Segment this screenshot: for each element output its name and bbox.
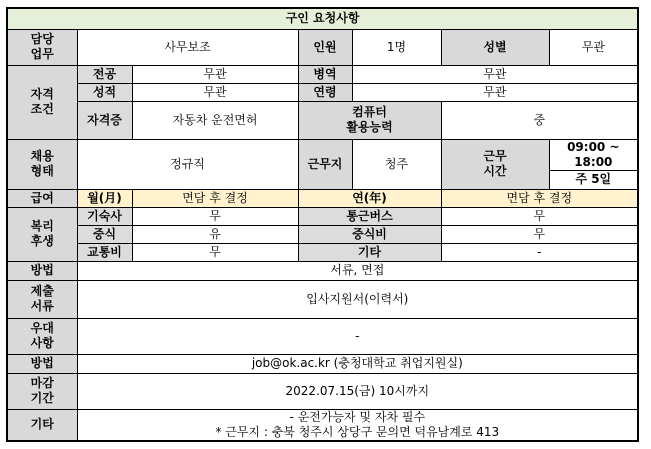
form-title: 구인 요청사항	[7, 8, 638, 29]
workdays-value: 주 5일	[549, 170, 638, 189]
hours-value: 09:00 ~ 18:00	[549, 139, 638, 170]
etc-notes	[77, 409, 638, 441]
dorm-label: 기숙사	[77, 207, 132, 225]
monthly-value: 면담 후 결정	[132, 189, 298, 207]
employment-type-label: 채용 형태	[7, 139, 77, 189]
bus-label: 통근버스	[298, 207, 441, 225]
method-value: 서류, 면접	[77, 261, 638, 280]
meal-cost-label: 중식비	[298, 225, 441, 243]
hours-label: 근무 시간	[441, 139, 549, 189]
headcount-label: 인원	[298, 29, 352, 65]
apply-email: job@ok.ac.kr (충청대학교 취업지원실)	[77, 354, 638, 373]
gender-value: 무관	[549, 29, 638, 65]
dorm-value: 무	[132, 207, 298, 225]
bus-value: 무	[441, 207, 638, 225]
military-value: 무관	[352, 65, 638, 83]
deadline-value: 2022.07.15(금) 10시까지	[77, 373, 638, 409]
monthly-label: 월(月)	[77, 189, 132, 207]
meal-cost-value: 무	[441, 225, 638, 243]
method-label: 방법	[7, 261, 77, 280]
welfare-etc-label: 기타	[298, 243, 441, 261]
duty-value: 사무보조	[77, 29, 298, 65]
preference-value: -	[77, 318, 638, 354]
license-label: 자격증	[77, 101, 132, 139]
meal-value: 유	[132, 225, 298, 243]
qualification-label: 자격 조건	[7, 65, 77, 139]
welfare-label: 복리 후생	[7, 207, 77, 261]
meal-label: 중식	[77, 225, 132, 243]
salary-label: 급여	[7, 189, 77, 207]
annual-value: 면담 후 결정	[441, 189, 638, 207]
annual-label: 연(年)	[298, 189, 441, 207]
transport-value: 무	[132, 243, 298, 261]
location-label: 근무지	[298, 139, 352, 189]
major-value: 무관	[132, 65, 298, 83]
etc-note-line: * 근무지 : 충북 청주시 상당구 문의면 덕유남계로 413	[215, 424, 500, 439]
deadline-label: 마감 기간	[7, 373, 77, 409]
grades-value: 무관	[132, 83, 298, 101]
welfare-etc-value: -	[441, 243, 638, 261]
job-request-form	[6, 7, 639, 442]
computer-skill-value: 중	[441, 101, 638, 139]
employment-type-value: 정규직	[77, 139, 298, 189]
computer-skill-label: 컴퓨터 활용능력	[298, 101, 441, 139]
preference-label: 우대 사항	[7, 318, 77, 354]
grades-label: 성적	[77, 83, 132, 101]
documents-value: 입사지원서(이력서)	[77, 280, 638, 318]
documents-label: 제출 서류	[7, 280, 77, 318]
etc-label: 기타	[7, 409, 77, 441]
location-value: 청주	[352, 139, 441, 189]
etc-note-line: - 운전가능자 및 자차 필수	[289, 409, 426, 424]
transport-label: 교통비	[77, 243, 132, 261]
duty-label: 담당 업무	[7, 29, 77, 65]
license-value: 자동차 운전면허	[132, 101, 298, 139]
major-label: 전공	[77, 65, 132, 83]
headcount-value: 1명	[352, 29, 441, 65]
gender-label: 성별	[441, 29, 549, 65]
age-value: 무관	[352, 83, 638, 101]
age-label: 연령	[298, 83, 352, 101]
apply-label: 방법	[7, 354, 77, 373]
military-label: 병역	[298, 65, 352, 83]
